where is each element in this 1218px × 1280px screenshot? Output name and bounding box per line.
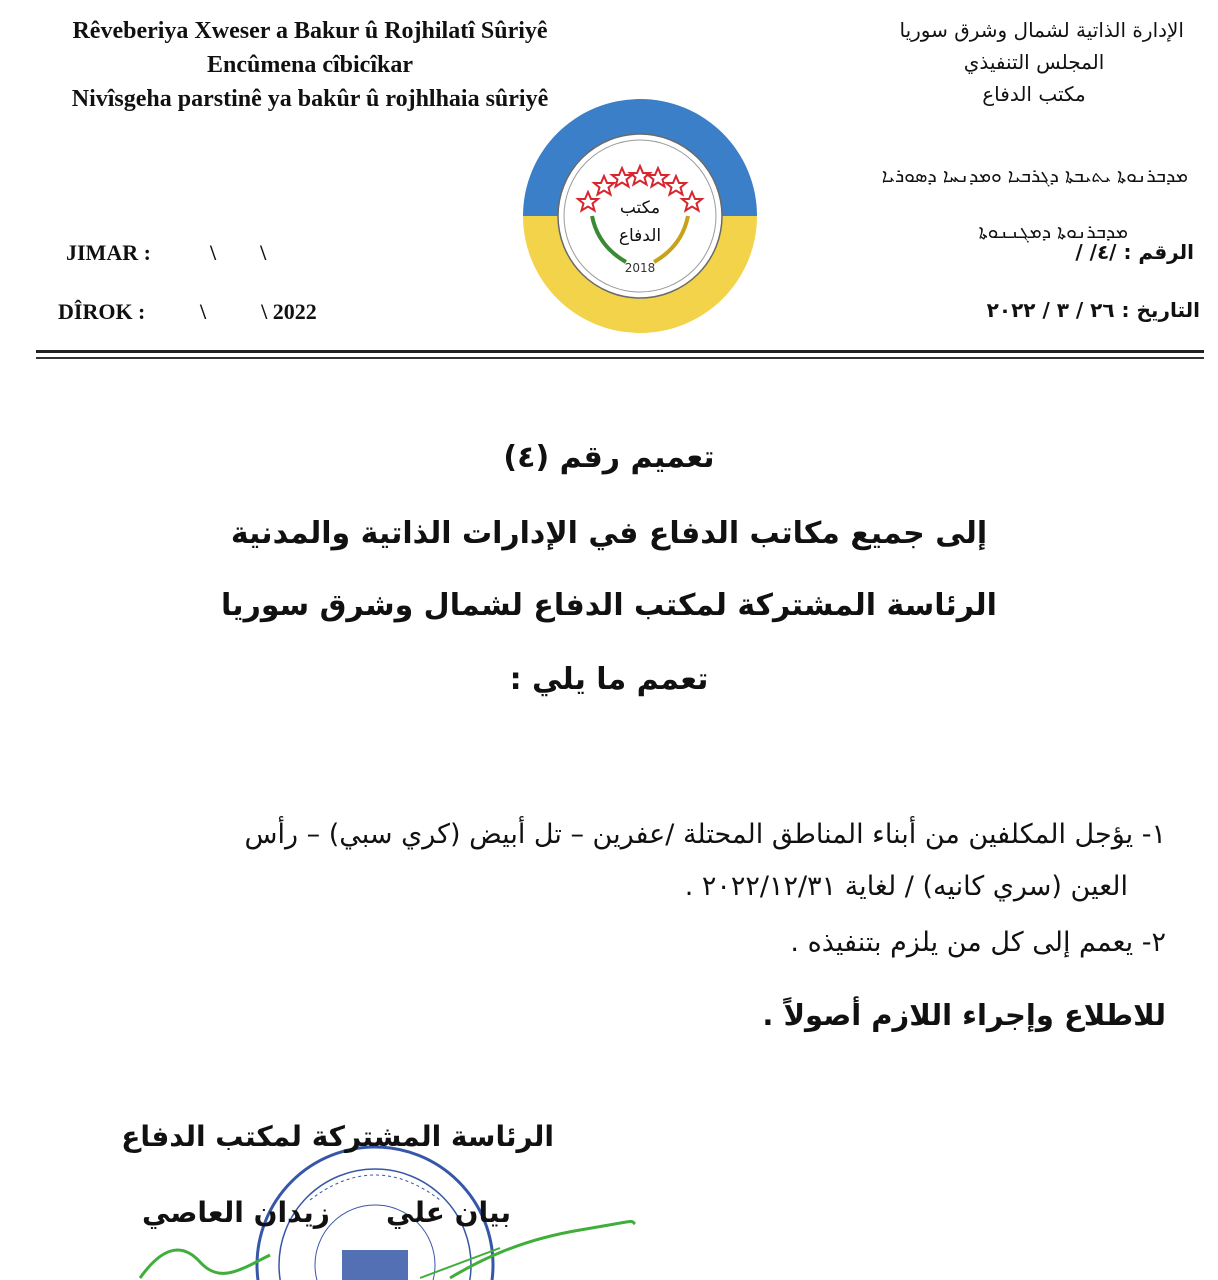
circular-recipients: إلى جميع مكاتب الدفاع في الإدارات الذاتية والمدنية xyxy=(230,516,988,551)
header-kurdish-line2: Encûmena cîbicîkar xyxy=(206,52,413,78)
header-arabic-line2: المجلس التنفيذي xyxy=(963,50,1105,74)
header-syriac-line2: ܡܕܒܪܢܘܬܐ ܕܡܓܢܢܘܬܐ xyxy=(978,221,1128,243)
header-kurdish xyxy=(30,14,590,116)
header-divider-thin xyxy=(36,357,1204,359)
jimar-value: \ \ xyxy=(210,240,267,265)
jimar-label: JIMAR : xyxy=(66,240,151,265)
header-arabic xyxy=(864,14,1184,110)
item-1-line1: ١- يؤجل المكلفين من أبناء المناطق المحتلة /عفرين – تل أبيض (كري سبي) – رأس xyxy=(244,819,1166,850)
header-arabic-line1: الإدارة الذاتية لشمال وشرق سوريا xyxy=(899,18,1184,42)
seal-center-line2: الدفاع xyxy=(618,226,662,246)
header-kurdish-line1: Rêveberiya Xweser a Bakur û Rojhilatî Sûriyê xyxy=(72,18,548,44)
item-1-line2: العين (سري كانيه) / لغاية ٢٠٢٢/١٢/٣١ . xyxy=(684,871,1128,902)
circular-intro: تعمم ما يلي : xyxy=(509,662,709,697)
circular-title: تعميم رقم (٤) xyxy=(503,440,715,475)
signatory-1: بيان علي xyxy=(386,1196,511,1229)
seal-center-line1: مكتب xyxy=(619,198,661,218)
seal-year: 2018 xyxy=(624,261,656,275)
signature-title: الرئاسة المشتركة لمكتب الدفاع xyxy=(121,1120,554,1153)
dirok-value: \ \ 2022 xyxy=(200,299,317,324)
handwritten-signature xyxy=(120,1200,640,1280)
header-arabic-line3: مكتب الدفاع xyxy=(982,82,1086,106)
number-arabic: الرقم : /٤/ / xyxy=(1075,240,1194,264)
item-2: ٢- يعمم إلى كل من يلزم بتنفيذه . xyxy=(790,927,1166,958)
header-divider xyxy=(36,350,1204,353)
dirok-label: DÎROK : xyxy=(58,299,146,324)
closing-line: للاطلاع وإجراء اللازم أصولاً . xyxy=(762,998,1166,1032)
date-arabic: التاريخ : ٢٦ / ٣ / ٢٠٢٢ xyxy=(986,298,1200,322)
header-kurdish-line3: Nivîsgeha parstinê ya bakûr û rojhlhaia sûriyê xyxy=(71,86,549,112)
administration-seal-logo xyxy=(520,96,760,336)
circular-issuer: الرئاسة المشتركة لمكتب الدفاع لشمال وشرق سوريا xyxy=(221,588,997,623)
header-syriac-line1: ܡܕܒܪܢܘܬܐ ܝܬܝܒܬܐ ܕܓܪܒܝܐ ܘܡܕܢܚܐ ܕܣܘܪܝܐ xyxy=(881,165,1188,187)
signatory-2: زيدان العاصي xyxy=(142,1196,330,1229)
